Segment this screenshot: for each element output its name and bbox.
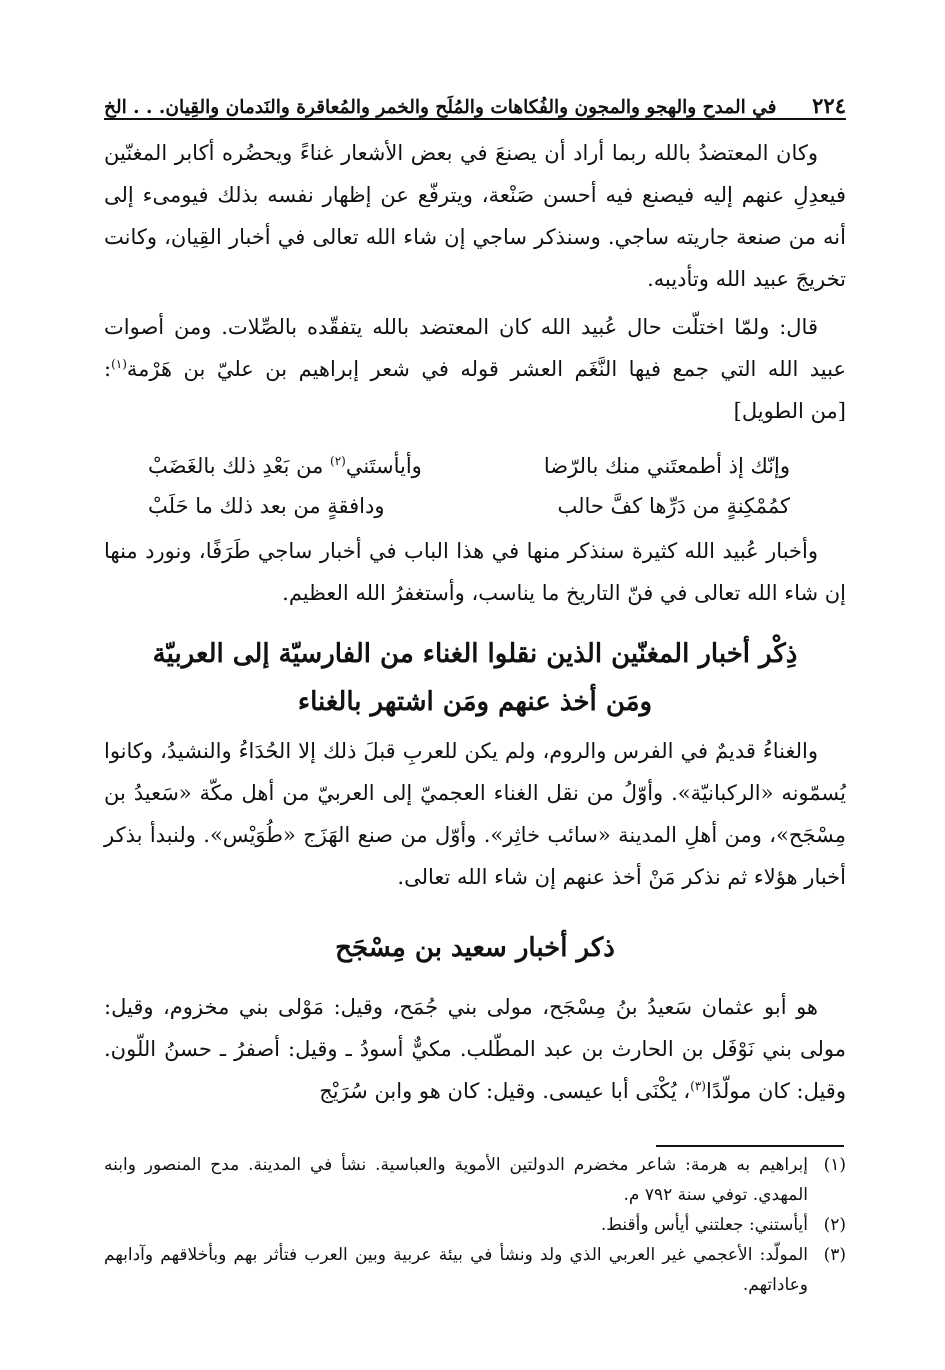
second-hemistich — [148, 446, 422, 486]
verse-line — [104, 486, 846, 526]
paragraph: والغناءُ قديمٌ في الفرس والروم، ولم يكن للعربِ قبلَ ذلك إلا الحُدَاءُ والنشيدُ، وكانوا يُسمّونه «الركبانيّة». وأوّلُ من نقل الغناء العجميّ إلى العربيّ من أهل مكّة «سَعيدُ بن مِسْجَح»، ومن أهلِ المدينة «سائب خاثِر». وأوّل من صنع الهَزَج «طُوَيْس». ولنبدأ بذكر أخبار هؤلاء ثم نذكر مَنْ أخذ عنهم إن شاء الله تعالى. — [104, 739, 846, 889]
footnote-divider — [656, 1145, 844, 1147]
footnote-ref: (١) — [111, 357, 127, 371]
running-title: في المدح والهجو والمجون والفُكاهات والمُلَح والخمر والمُعاقرة والنَدمان والقِيان. . . الخ — [104, 97, 777, 118]
second-hemistich — [148, 486, 385, 526]
paragraph-text: قال: ولمّا اختلّت حال عُبيد الله كان المعتضد بالله يتفقّده بالصِّلات. ومن أصوات عبيد الله التي جمع فيها النَّغَم العشر قوله في شعر إبراهيم بن عليّ بن هَرْمة — [104, 315, 846, 381]
paragraph: وكان المعتضدُ بالله ربما أراد أن يصنعَ في بعض الأشعار غناءً ويحضُره أكابر المغنّين فيعدِلِ عنهم إليه فيصنع فيه أحسن صَنْعة، ويترفّع عن إظهار نفسه بذلك فيومىء إلى أنه من صنعة جاريته ساجي. وسنذكر ساجي إن شاء الله تعالى في أخبار القِيان، وكانت تخريجَ عبيد الله وتأديبه. — [104, 141, 846, 291]
footnote-text: المولّد: الأعجمي غير العربي الذي ولد ونشأ في بيئة عربية وبين العرب فتأثر بهم وبأخلاقهم وآدابهم وعاداتهم. — [104, 1245, 808, 1295]
verse-line — [104, 446, 846, 486]
poem — [104, 446, 846, 526]
main-text — [104, 132, 846, 1112]
page-header — [104, 78, 846, 120]
section-heading: ذكر أخبار سعيد بن مِسْجَح — [335, 933, 615, 963]
meter-label: [من الطويل] — [733, 399, 846, 423]
paragraph — [104, 306, 846, 432]
first-hemistich: كمُمْكِنةٍ من دَرِّها كفَّ حالب — [557, 494, 790, 518]
hemistich-text: ودافقةٍ من بعد ذلك ما حَلَبْ — [148, 494, 385, 518]
page-number: ٢٢٤ — [812, 93, 846, 118]
hemistich-text: من بَعْدِ ذلك بالغَضَبْ — [148, 454, 330, 478]
footnotes — [104, 1150, 846, 1300]
footnote — [104, 1150, 846, 1210]
heading-line: ومَن أخذ عنهم ومَن اشتهر بالغناء — [297, 687, 653, 717]
paragraph: وأخبار عُبيد الله كثيرة سنذكر منها في هذا الباب في أخبار ساجي طَرَفًا، ونورد منها إن شاء الله تعالى في فنّ التاريخ ما يناسب، وأستغفرُ الله العظيم. — [104, 539, 846, 605]
footnote — [104, 1240, 846, 1300]
footnote-marker: (٣) — [823, 1245, 846, 1265]
paragraph-text: ، يُكْنَى أبا عيسى. وقيل: كان هو وابن سُرَيْج — [319, 1079, 691, 1103]
footnote-text: أيأستني: جعلتني أيأس وأقنط. — [600, 1215, 808, 1235]
paragraph — [104, 986, 846, 1112]
paragraph-text: هو أبو عثمان سَعيدُ بنُ مِسْجَح، مولى بني جُمَح، وقيل: مَوْلى بني مخزوم، وقيل: مولى بني نَوْفَل بن الحارث بن عبد المطّلب. مكيٌّ أسودُ ـ وقيل: أصفرُ ـ حسنُ اللّون. وقيل: كان مولّدًا — [104, 995, 846, 1103]
heading-line: ذِكْر أخبار المغنّين الذين نقلوا الغناء من الفارسيّة إلى العربيّة — [152, 639, 798, 669]
hemistich-text: وأيأستَني — [345, 454, 422, 478]
paragraph-text: : — [104, 357, 112, 381]
footnote-marker: (٢) — [823, 1215, 846, 1235]
first-hemistich: وإنّك إذ أطمعتَني منك بالرّضا — [543, 454, 790, 478]
footnote-ref: (٣) — [690, 1079, 706, 1093]
footnote-marker: (١) — [823, 1155, 846, 1175]
footnote — [104, 1210, 846, 1240]
footnote-ref: (٢) — [330, 454, 346, 468]
footnote-text: إبراهيم به هرمة: شاعر مخضرم الدولتين الأموية والعباسية. نشأ في المدينة. مدح المنصور وابنه المهدي. توفي سنة ٧٩٢ م. — [104, 1155, 808, 1205]
section-heading — [104, 630, 846, 726]
